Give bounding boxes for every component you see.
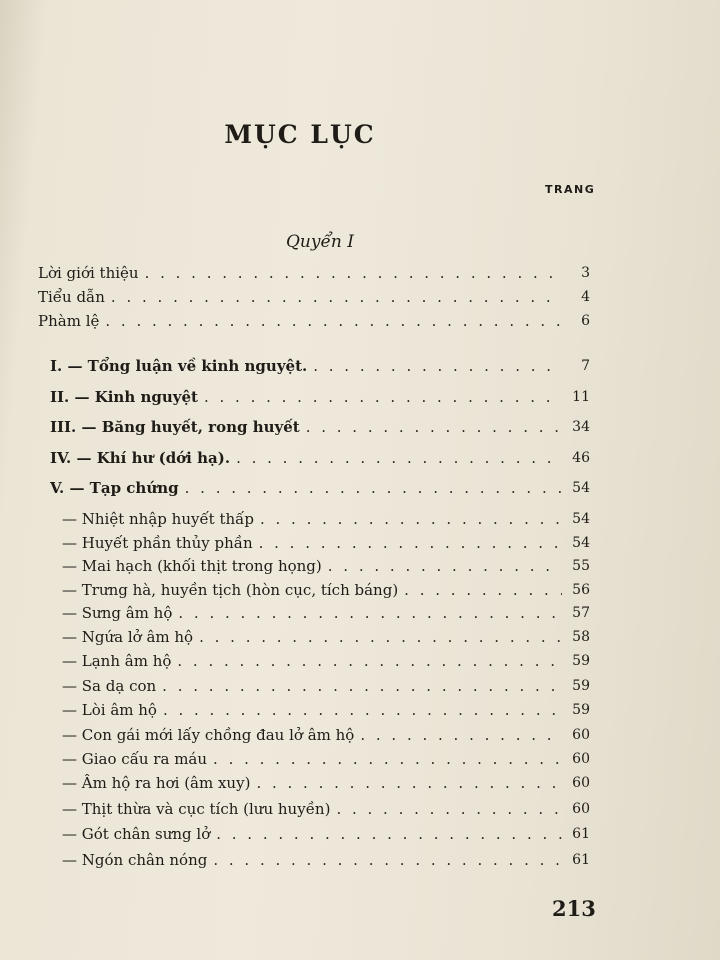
toc-subentry (62, 724, 590, 746)
toc-subentry (62, 675, 590, 697)
dot-leader (336, 798, 562, 820)
toc-subentry (62, 626, 590, 648)
toc-entry-label: II. — Kinh nguyệt (50, 388, 198, 406)
toc-subentry (62, 849, 590, 871)
toc-entry-page: 34 (572, 419, 590, 435)
toc-entry-label: IV. — Khí hư (dới hạ). (50, 449, 231, 467)
toc-entry (38, 310, 590, 332)
toc-entry (38, 286, 590, 308)
toc-entry-label: I. — Tổng luận về kinh nguyệt. (50, 357, 308, 375)
toc-entry-page: 59 (572, 678, 590, 694)
dot-leader (213, 748, 562, 770)
toc-subentry (62, 823, 590, 845)
toc-entry-page: 57 (572, 605, 590, 621)
toc-entry-label: — Giao cấu ra máu (62, 750, 208, 768)
toc-subentry (62, 532, 590, 554)
toc-entry-label: — Lòi âm hộ (62, 701, 157, 719)
dot-leader (360, 724, 562, 746)
toc-entry-page: 61 (572, 852, 590, 868)
toc-entry-label: — Gót chân sưng lở (62, 825, 211, 843)
dot-leader (199, 626, 562, 648)
toc-entry (38, 262, 590, 284)
dot-leader (259, 532, 562, 554)
toc-subentry (62, 798, 590, 820)
toc-entry-label: — Ngón chân nóng (62, 851, 208, 869)
dot-leader (105, 310, 562, 332)
dot-leader (404, 579, 562, 601)
dot-leader (185, 477, 562, 499)
dot-leader (328, 555, 562, 577)
page-column-label: TRANG (545, 183, 596, 196)
toc-entry-page: 11 (572, 389, 590, 405)
toc-subentry (62, 508, 590, 530)
toc-entry-page: 54 (572, 535, 590, 551)
dot-leader (313, 355, 562, 377)
toc-entry-page: 3 (581, 265, 590, 281)
toc-entry-label: Lời giới thiệu (38, 264, 139, 282)
dot-leader (236, 447, 562, 469)
volume-heading: Quyển I (285, 232, 355, 252)
toc-entry-page: 6 (581, 313, 590, 329)
page-number: 213 (552, 896, 596, 921)
toc-entry-label: — Sưng âm hộ (62, 604, 173, 622)
toc-entry-page: 59 (572, 702, 590, 718)
toc-subentry (62, 579, 590, 601)
toc-subentry (62, 555, 590, 577)
toc-entry-label: — Con gái mới lấy chồng đau lở âm hộ (62, 726, 355, 744)
dot-leader (260, 508, 562, 530)
dot-leader (163, 699, 562, 721)
toc-entry-page: 60 (572, 751, 590, 767)
dot-leader (216, 823, 562, 845)
toc-entry-page: 54 (572, 480, 590, 496)
toc-entry-page: 60 (572, 727, 590, 743)
toc-entry-label: III. — Băng huyết, rong huyết (50, 418, 300, 436)
toc-entry-page: 61 (572, 826, 590, 842)
toc-subentry (62, 650, 590, 672)
toc-entry-label: Phàm lệ (38, 312, 100, 330)
toc-subentry (62, 748, 590, 770)
toc-entry-label: — Mai hạch (khối thịt trong họng) (62, 557, 322, 575)
toc-entry-page: 46 (572, 450, 590, 466)
toc-chapter (50, 477, 590, 499)
toc-entry-label: — Nhiệt nhập huyết thấp (62, 510, 254, 528)
toc-entry-page: 59 (572, 653, 590, 669)
toc-entry-page: 7 (581, 358, 590, 374)
toc-chapter (50, 447, 590, 469)
dot-leader (306, 416, 562, 438)
toc-entry-page: 55 (572, 558, 590, 574)
toc-subentry (62, 602, 590, 624)
toc-entry-page: 60 (572, 775, 590, 791)
toc-entry-label: — Lạnh âm hộ (62, 652, 172, 670)
toc-entry-label: — Ngứa lở âm hộ (62, 628, 194, 646)
toc-entry-page: 56 (572, 582, 590, 598)
toc-entry-page: 4 (581, 289, 590, 305)
toc-entry-page: 60 (572, 801, 590, 817)
toc-subentry (62, 699, 590, 721)
toc-entry-label: Tiểu dẫn (38, 288, 105, 306)
toc-entry-label: — Sa dạ con (62, 677, 157, 695)
dot-leader (178, 602, 562, 624)
toc-entry-label: — Huyết phần thủy phần (62, 534, 253, 552)
toc-entry-page: 54 (572, 511, 590, 527)
dot-leader (204, 386, 562, 408)
toc-chapter (50, 355, 590, 377)
toc-entry-label: V. — Tạp chứng (50, 479, 179, 497)
toc-entry-label: — Trưng hà, huyền tịch (hòn cục, tích báng) (62, 581, 399, 599)
dot-leader (213, 849, 562, 871)
dot-leader (145, 262, 562, 284)
toc-subentry (62, 772, 590, 794)
dot-leader (162, 675, 562, 697)
toc-entry-label: — Thịt thừa và cục tích (lưu huyền) (62, 800, 331, 818)
toc-entry-page: 58 (572, 629, 590, 645)
toc-entry-label: — Âm hộ ra hơi (âm xuy) (62, 774, 251, 792)
toc-chapter (50, 386, 590, 408)
dot-leader (111, 286, 562, 308)
dot-leader (177, 650, 562, 672)
page-title: MỤC LỤC (224, 120, 376, 149)
toc-chapter (50, 416, 590, 438)
dot-leader (256, 772, 562, 794)
